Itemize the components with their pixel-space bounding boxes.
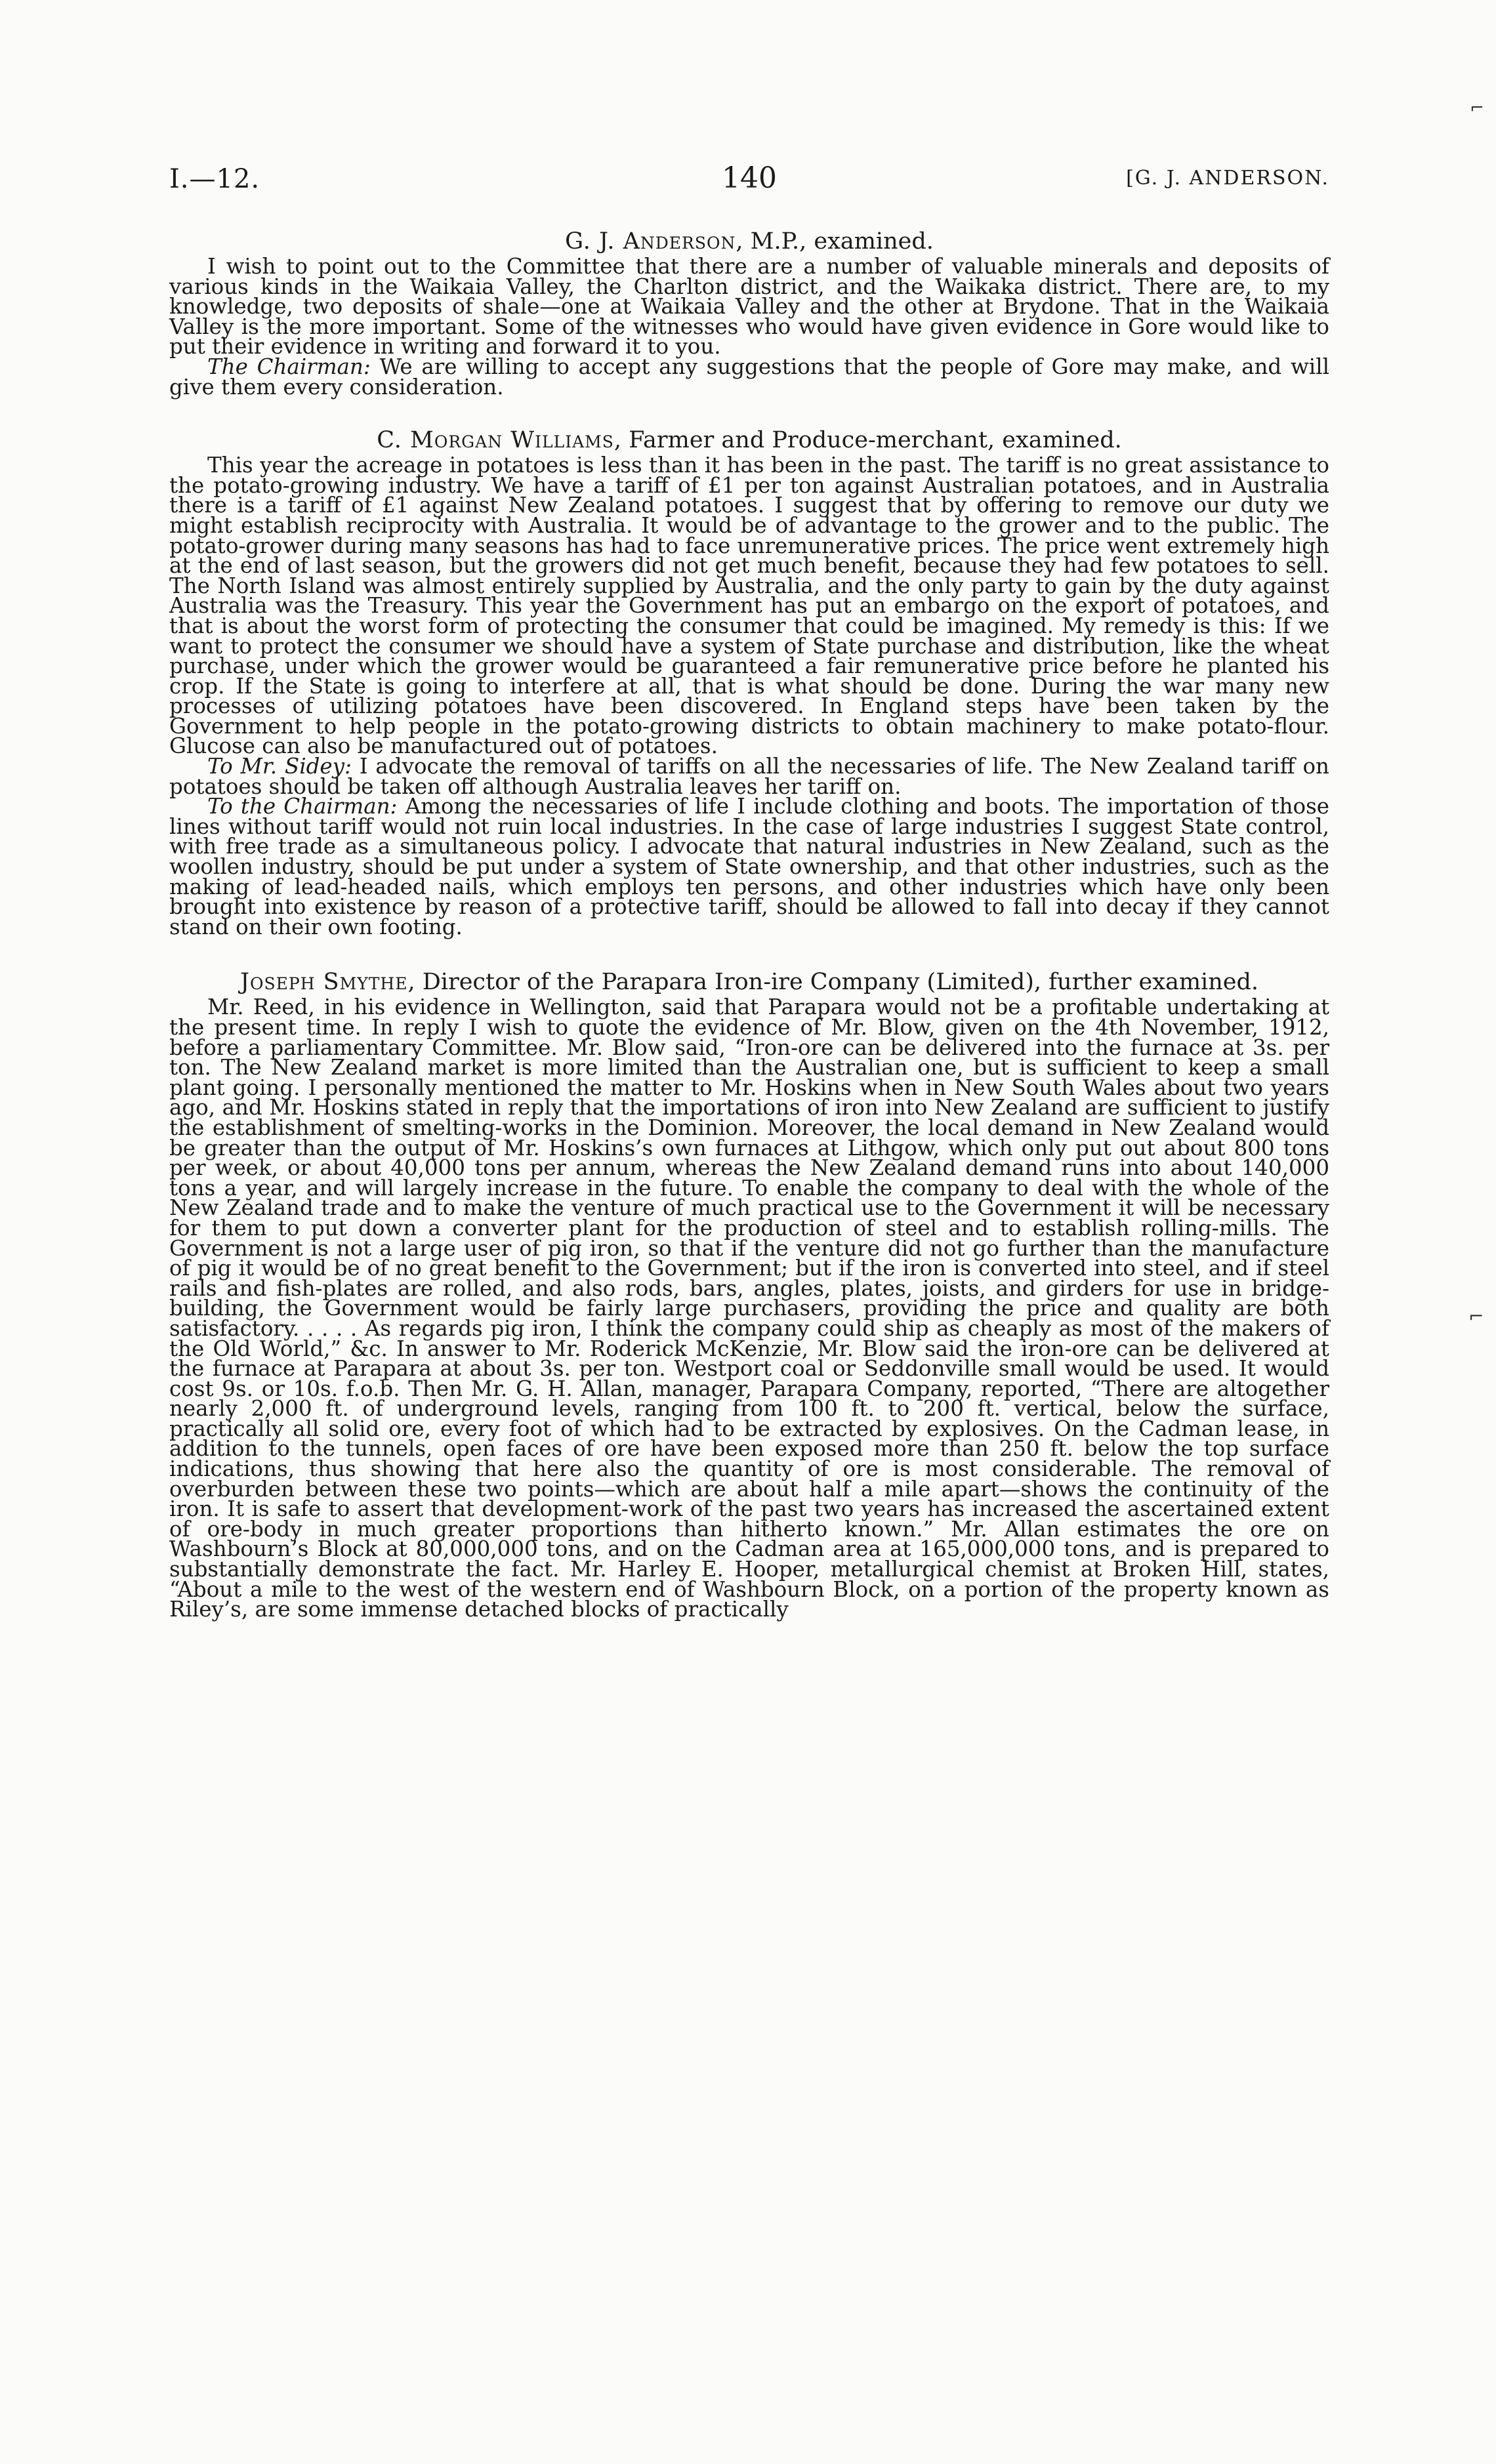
paragraph-lead: To Mr. Sidey: bbox=[207, 754, 352, 779]
paragraph-lead: The Chairman: bbox=[207, 354, 371, 379]
paragraph-text: This year the acreage in potatoes is less than it has been in the past. The tariff is no great assistance to the potato-growing industry. We have a tariff of £1 per ton against Australian potatoes, and in Australia there is a tariff of £1 against New Zealand potatoes. I suggest that by offering to remove our duty we might establish reciprocity with Australia. It would be of advantage to the grower and to the public. The potato-grower during many seasons has had to face unremunerative prices. The price went extremely high at the end of last season, but the growers did not get much benefit, because they had few potatoes to sell. The North Island was almost entirely supplied by Australia, and the only party to gain by the duty against Australia was the Treasury. This year the Government has put an embargo on the export of potatoes, and that is about the worst form of protecting the consumer that could be imagined. My remedy is this: If we want to protect the consumer we should have a system of State purchase and distribution, like the wheat purchase, under which the grower would be guaranteed a fair remunerative price before he planted his crop. If the State is going to interfere at all, that is what should be done. During the war many new processes of utilizing potatoes have been discovered. In England steps have been taken by the Government to help people in the potato-growing districts to obtain machinery to make potato-flour. Glucose can also be manufactured out of potatoes. bbox=[169, 453, 1329, 759]
paragraph-text: Among the necessaries of life I include clothing and boots. The importation of those lines without tariff would not ruin local industries. In the case of large industries I suggest State control, with free trade as a simultaneous policy. I advocate that natural industries in New Zealand, such as the woollen industry, should be put under a system of State ownership, and that other industries, such as the making of lead-headed nails, which employs ten persons, and other industries which have only been brought into existence by reason of a protective tariff, should be allowed to fall into decay if they cannot stand on their own footing. bbox=[169, 794, 1329, 939]
paragraph bbox=[169, 754, 1329, 799]
paragraph-text: I advocate the removal of tariffs on all the necessaries of life. The New Zealand tariff on potatoes should be taken off although Australia leaves her tariff on. bbox=[169, 754, 1329, 799]
paragraph bbox=[169, 796, 1329, 937]
section-heading bbox=[169, 967, 1329, 997]
page-header bbox=[169, 161, 1329, 203]
paragraph bbox=[169, 354, 1329, 400]
witness-description: , M.P., examined. bbox=[736, 228, 934, 255]
section-heading bbox=[169, 425, 1329, 455]
paragraph-lead: To the Chairman: bbox=[207, 794, 398, 819]
witness-description: , Farmer and Produce-merchant, examined. bbox=[613, 427, 1122, 454]
document-reference: I.—12. bbox=[169, 164, 260, 194]
margin-mark-icon: ⌐ bbox=[1470, 98, 1484, 118]
witness-name: G. J. Anderson bbox=[565, 228, 736, 255]
document-body bbox=[169, 226, 1329, 1620]
witness-section bbox=[169, 425, 1329, 937]
paragraph bbox=[169, 995, 1329, 1622]
margin-tick-icon: ⌐ bbox=[1468, 1305, 1484, 1327]
paragraph-text: Mr. Reed, in his evidence in Wellington, said that Parapara would not be a profitable undertaking at the present time. In reply I wish to quote the evidence of Mr. Blow, given on the 4th November, 1912, before a parliamentary Committee. Mr. Blow said, “Iron-ore can be delivered into the furnace at 3s. per ton. The New Zealand market is more limited than the Australian one, but is sufficient to keep a small plant going. I personally mentioned the matter to Mr. Hoskins when in New South Wales about two years ago, and Mr. Hoskins stated in reply that the importations of iron into New Zealand are sufficient to justify the establishment of smelting-works in the Dominion. Moreover, the local demand in New Zealand would be greater than the output of Mr. Hoskins’s own furnaces at Lithgow, which only put out about 800 tons per week, or about 40,000 tons per annum, whereas the New Zealand demand runs into about 140,000 tons a year, and will largely increase in the future. To enable the company to deal with the whole of the New Zealand trade and to make the venture of much practical use to the Government it will be necessary for them to put down a converter plant for the production of steel and to establish rolling-mills. The Government is not a large user of pig iron, so that if the venture did not go further than the manufacture of pig it would be of no great benefit to the Government; but if the iron is converted into steel, and if steel rails and fish-plates are rolled, and also rods, bars, angles, plates, joists, and girders for use in bridge-building, the Government would be fairly large purchasers, providing the price and quality are both satisfactory. . . . . As regards pig iron, I think the company could ship as cheaply as most of the makers of the Old World,” &c. In answer to Mr. Roderick McKenzie, Mr. Blow said the iron-ore can be delivered at the furnace at Parapara at about 3s. per ton. Westport coal or Seddonville small would be used. It would cost 9s. or 10s. f.o.b. Then Mr. G. H. Allan, manager, Parapara Company, reported, “There are altogether nearly 2,000 ft. of underground levels, ranging from 100 ft. to 200 ft. vertical, below the surface, practically all solid ore, every foot of which had to be extracted by explosives. On the Cadman lease, in addition to the tunnels, open faces of ore have been exposed more than 250 ft. below the top surface indications, thus showing that here also the quantity of ore is most considerable. The removal of overburden between these two points—which are about half a mile apart—shows the continuity of the iron. It is safe to assert that development-work of the past two years has increased the ascertained extent of ore-body in much greater proportions than hitherto known.” Mr. Allan estimates the ore on Washbourn’s Block at 80,000,000 tons, and on the Cadman area at 165,000,000 tons, and is prepared to substantially demonstrate the fact. Mr. Harley E. Hooper, metallurgical chemist at Broken Hill, states, “About a mile to the west of the western end of Washbourn Block, on a portion of the property known as Riley’s, are some immense detached blocks of practically bbox=[169, 995, 1329, 1622]
witness-description: , Director of the Parapara Iron-ire Company (Limited), further examined. bbox=[407, 969, 1258, 996]
running-head: [G. J. ANDERSON. bbox=[1126, 167, 1329, 190]
section-heading bbox=[169, 226, 1329, 257]
page-number: 140 bbox=[722, 161, 777, 195]
paragraph-text: We are willing to accept any suggestions that the people of Gore may make, and will give them every consideration. bbox=[169, 354, 1329, 400]
witness-name: Joseph Smythe bbox=[239, 969, 408, 996]
witness-section bbox=[169, 226, 1329, 400]
witness-name: C. Morgan Williams bbox=[377, 427, 614, 454]
paragraph bbox=[169, 254, 1329, 359]
witness-section bbox=[169, 967, 1329, 1622]
paragraph-text: I wish to point out to the Committee that there are a number of valuable minerals and deposits of various kinds in the Waikaia Valley, the Charlton district, and the Waikaka district. There are, to my knowledge, two deposits of shale—one at Waikaia Valley and the other at Brydone. That in the Waikaia Valley is the more important. Some of the witnesses who would have given evidence in Gore would like to put their evidence in writing and forward it to you. bbox=[169, 254, 1329, 359]
paragraph bbox=[169, 453, 1329, 759]
